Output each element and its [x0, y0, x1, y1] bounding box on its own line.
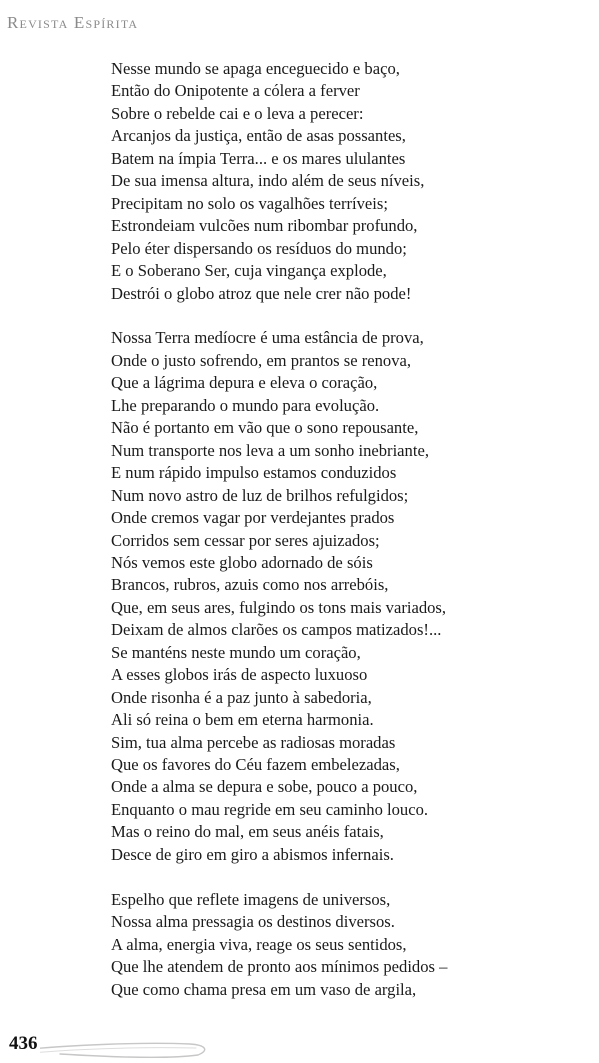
poem-line: Arcanjos da justiça, então de asas possantes, [111, 126, 406, 146]
poem-body [111, 58, 447, 1001]
poem-line: Batem na ímpia Terra... e os mares ululantes [111, 148, 406, 168]
poem-line: Mas o reino do mal, em seus anéis fatais, [111, 822, 384, 842]
poem-line: Sobre o rebelde cai e o leva a perecer: [111, 103, 364, 123]
poem-line: Precipitam no solo os vagalhões terríveis; [111, 193, 388, 213]
poem-line: Brancos, rubros, azuis como nos arrebóis, [111, 575, 389, 595]
poem-line: Onde cremos vagar por verdejantes prados [111, 508, 395, 528]
poem-line: Corridos sem cessar por seres ajuizados; [111, 530, 380, 550]
running-head: Revista Espírita [7, 13, 139, 32]
poem-line: Pelo éter dispersando os resíduos do mundo; [111, 238, 407, 258]
poem-line: Que como chama presa em um vaso de argila, [111, 979, 417, 999]
poem-line: Onde a alma se depura e sobe, pouco a pouco, [111, 777, 418, 797]
poem-line: Que, em seus ares, fulgindo os tons mais variados, [111, 597, 447, 617]
poem-line: Estrondeiam vulcões num ribombar profundo, [111, 216, 418, 236]
poem-line: Se manténs neste mundo um coração, [111, 642, 361, 662]
poem-line: Deixam de almos clarões os campos matizados!... [111, 620, 442, 640]
poem-line: Nesse mundo se apaga enceguecido e baço, [111, 59, 400, 78]
poem-line: Num transporte nos leva a um sonho inebriante, [111, 440, 429, 460]
poem-line: E o Soberano Ser, cuja vingança explode, [111, 261, 387, 281]
poem-stanza [111, 58, 447, 305]
poem-line: Onde risonha é a paz junto à sabedoria, [111, 687, 372, 707]
poem-line: Sim, tua alma percebe as radiosas moradas [111, 732, 396, 752]
poem-line: A esses globos irás de aspecto luxuoso [111, 665, 368, 685]
poem-line: Não é portanto em vão que o sono repousante, [111, 418, 419, 438]
poem-line: Desce de giro em giro a abismos infernais. [111, 844, 394, 864]
poem-line: Que lhe atendem de pronto aos mínimos pedidos – [111, 957, 448, 977]
poem-line: Onde o justo sofrendo, em prantos se renova, [111, 350, 412, 370]
poem-line: Ali só reina o bem em eterna harmonia. [111, 710, 374, 730]
poem-line: Enquanto o mau regride em seu caminho louco. [111, 799, 429, 819]
poem-line: Num novo astro de luz de brilhos refulgidos; [111, 485, 409, 505]
poem-stanza [111, 889, 447, 1001]
poem-line: Espelho que reflete imagens de universos, [111, 889, 391, 909]
poem-line: Destrói o globo atroz que nele crer não pode! [111, 283, 412, 303]
poem-line: E num rápido impulso estamos conduzidos [111, 463, 397, 483]
poem-line: Nossa Terra medíocre é uma estância de prova, [111, 328, 424, 348]
poem-line: Então do Onipotente a cólera a ferver [111, 81, 360, 101]
poem-stanza [111, 327, 447, 866]
poem-line: Que os favores do Céu fazem embelezadas, [111, 755, 400, 775]
poem-line: Que a lágrima depura e eleva o coração, [111, 373, 378, 393]
poem-line: A alma, energia viva, reage os seus sentidos, [111, 934, 407, 954]
poem-line: De sua imensa altura, indo além de seus níveis, [111, 171, 425, 191]
page-number: 436 [9, 1033, 38, 1054]
poem-line: Lhe preparando o mundo para evolução. [111, 395, 380, 415]
poem-line: Nossa alma pressagia os destinos diversos. [111, 912, 395, 932]
poem-line: Nós vemos este globo adornado de sóis [111, 552, 373, 572]
